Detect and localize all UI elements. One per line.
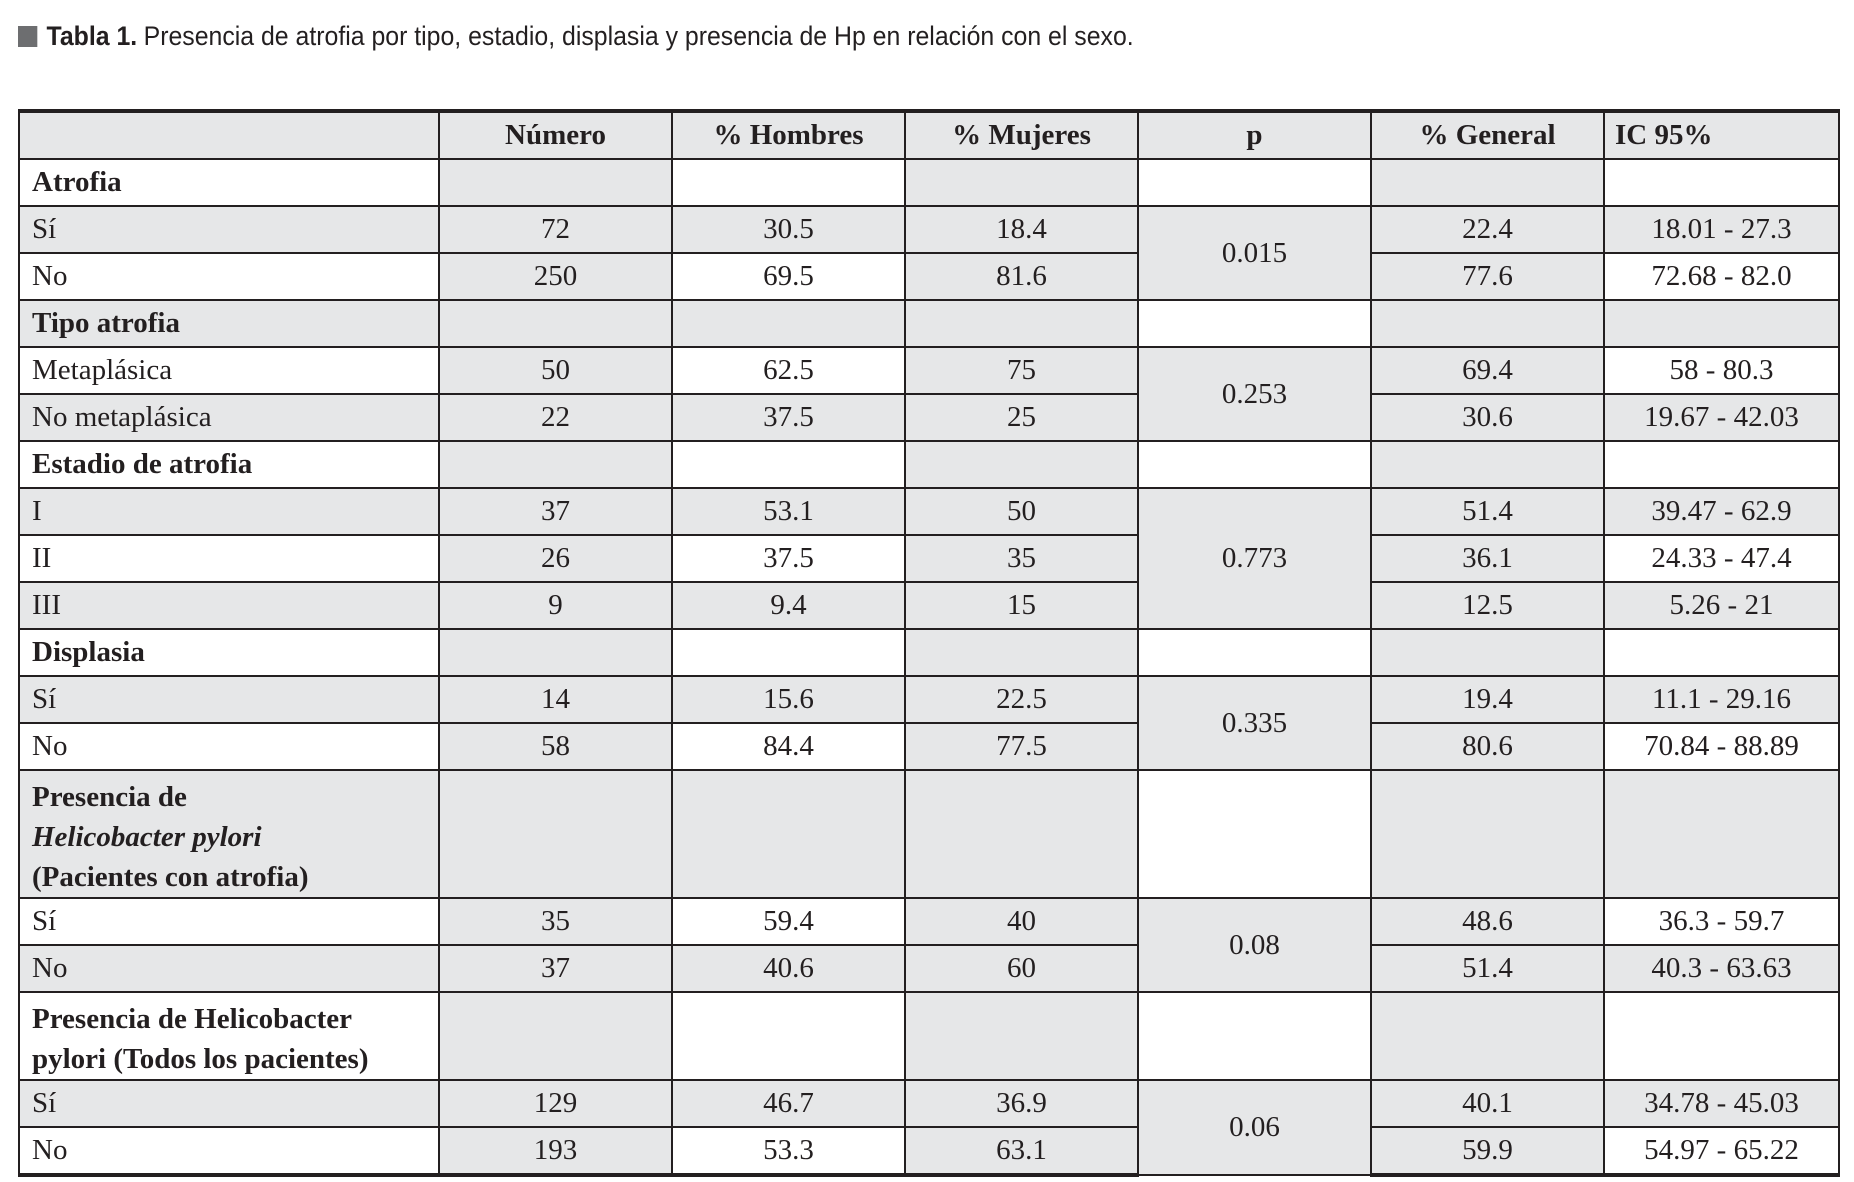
cell-ic: 39.47 - 62.9 bbox=[1604, 488, 1839, 535]
cell-mujeres: 60 bbox=[905, 945, 1138, 992]
cell-mujeres: 15 bbox=[905, 582, 1138, 629]
cell-hombres: 9.4 bbox=[672, 582, 905, 629]
cell-numero: 72 bbox=[439, 206, 672, 253]
table-row bbox=[19, 898, 1839, 945]
section-title: Atrofia bbox=[19, 159, 439, 206]
cell-hombres: 53.1 bbox=[672, 488, 905, 535]
header-row bbox=[19, 111, 1839, 159]
table-row bbox=[19, 488, 1839, 535]
header-hombres: % Hombres bbox=[672, 111, 905, 159]
cell-mujeres: 40 bbox=[905, 898, 1138, 945]
section-title bbox=[19, 770, 439, 898]
cell-mujeres: 36.9 bbox=[905, 1080, 1138, 1127]
cell-ic: 5.26 - 21 bbox=[1604, 582, 1839, 629]
cell-hombres: 30.5 bbox=[672, 206, 905, 253]
table-row bbox=[19, 723, 1839, 770]
cell-numero: 250 bbox=[439, 253, 672, 300]
row-label: Sí bbox=[19, 1080, 439, 1127]
cell-p: 0.253 bbox=[1138, 347, 1371, 441]
cell-numero: 35 bbox=[439, 898, 672, 945]
section-title-line1: Presencia de Helicobacter bbox=[32, 1003, 352, 1035]
caption-text: Presencia de atrofia por tipo, estadio, displasia y presencia de Hp en relación con el sexo. bbox=[143, 20, 1134, 51]
cell-ic: 70.84 - 88.89 bbox=[1604, 723, 1839, 770]
section-title: Estadio de atrofia bbox=[19, 441, 439, 488]
header-general: % General bbox=[1371, 111, 1604, 159]
row-label: No bbox=[19, 253, 439, 300]
row-label: Sí bbox=[19, 206, 439, 253]
header-mujeres: % Mujeres bbox=[905, 111, 1138, 159]
cell-general: 22.4 bbox=[1371, 206, 1604, 253]
table-row bbox=[19, 676, 1839, 723]
section-title bbox=[19, 992, 439, 1080]
cell-numero: 58 bbox=[439, 723, 672, 770]
cell-general: 19.4 bbox=[1371, 676, 1604, 723]
caption-label: Tabla 1. bbox=[46, 20, 138, 51]
cell-ic: 11.1 - 29.16 bbox=[1604, 676, 1839, 723]
cell-p: 0.06 bbox=[1138, 1080, 1371, 1175]
section-title: Displasia bbox=[19, 629, 439, 676]
section-title-line1: Presencia de bbox=[32, 781, 187, 813]
section-row bbox=[19, 441, 1839, 488]
row-label: I bbox=[19, 488, 439, 535]
table-caption bbox=[18, 16, 1134, 56]
cell-mujeres: 77.5 bbox=[905, 723, 1138, 770]
cell-hombres: 69.5 bbox=[672, 253, 905, 300]
cell-numero: 26 bbox=[439, 535, 672, 582]
cell-ic: 34.78 - 45.03 bbox=[1604, 1080, 1839, 1127]
cell-mujeres: 18.4 bbox=[905, 206, 1138, 253]
table-row bbox=[19, 1080, 1839, 1127]
cell-mujeres: 63.1 bbox=[905, 1127, 1138, 1175]
table-row bbox=[19, 1127, 1839, 1175]
cell-hombres: 40.6 bbox=[672, 945, 905, 992]
cell-hombres: 84.4 bbox=[672, 723, 905, 770]
row-label: III bbox=[19, 582, 439, 629]
cell-hombres: 37.5 bbox=[672, 394, 905, 441]
cell-mujeres: 81.6 bbox=[905, 253, 1138, 300]
cell-p: 0.773 bbox=[1138, 488, 1371, 629]
row-label: No metaplásica bbox=[19, 394, 439, 441]
cell-hombres: 15.6 bbox=[672, 676, 905, 723]
table-row bbox=[19, 582, 1839, 629]
cell-hombres: 53.3 bbox=[672, 1127, 905, 1175]
cell-mujeres: 35 bbox=[905, 535, 1138, 582]
cell-general: 51.4 bbox=[1371, 945, 1604, 992]
cell-hombres: 59.4 bbox=[672, 898, 905, 945]
section-title-line2: pylori (Todos los pacientes) bbox=[32, 1043, 369, 1075]
cell-general: 30.6 bbox=[1371, 394, 1604, 441]
table-row bbox=[19, 206, 1839, 253]
cell-mujeres: 25 bbox=[905, 394, 1138, 441]
table-row bbox=[19, 394, 1839, 441]
section-row bbox=[19, 770, 1839, 898]
cell-general: 51.4 bbox=[1371, 488, 1604, 535]
cell-general: 59.9 bbox=[1371, 1127, 1604, 1175]
cell-numero: 22 bbox=[439, 394, 672, 441]
cell-ic: 24.33 - 47.4 bbox=[1604, 535, 1839, 582]
section-title: Tipo atrofia bbox=[19, 300, 439, 347]
cell-ic: 18.01 - 27.3 bbox=[1604, 206, 1839, 253]
row-label: Metaplásica bbox=[19, 347, 439, 394]
cell-general: 77.6 bbox=[1371, 253, 1604, 300]
cell-numero: 9 bbox=[439, 582, 672, 629]
cell-p: 0.015 bbox=[1138, 206, 1371, 300]
header-numero: Número bbox=[439, 111, 672, 159]
row-label: No bbox=[19, 945, 439, 992]
cell-general: 69.4 bbox=[1371, 347, 1604, 394]
cell-mujeres: 75 bbox=[905, 347, 1138, 394]
table-row bbox=[19, 253, 1839, 300]
cell-general: 36.1 bbox=[1371, 535, 1604, 582]
section-row bbox=[19, 159, 1839, 206]
cell-general: 12.5 bbox=[1371, 582, 1604, 629]
cell-p: 0.335 bbox=[1138, 676, 1371, 770]
header-empty bbox=[19, 111, 439, 159]
header-ic95: IC 95% bbox=[1604, 111, 1839, 159]
section-row bbox=[19, 992, 1839, 1080]
cell-numero: 193 bbox=[439, 1127, 672, 1175]
cell-hombres: 46.7 bbox=[672, 1080, 905, 1127]
cell-ic: 58 - 80.3 bbox=[1604, 347, 1839, 394]
cell-ic: 19.67 - 42.03 bbox=[1604, 394, 1839, 441]
cell-general: 48.6 bbox=[1371, 898, 1604, 945]
cell-numero: 37 bbox=[439, 488, 672, 535]
caption-square-icon bbox=[18, 26, 37, 47]
cell-p: 0.08 bbox=[1138, 898, 1371, 992]
cell-numero: 50 bbox=[439, 347, 672, 394]
table-row bbox=[19, 945, 1839, 992]
row-label: No bbox=[19, 1127, 439, 1175]
cell-numero: 129 bbox=[439, 1080, 672, 1127]
cell-hombres: 37.5 bbox=[672, 535, 905, 582]
section-title-line3: (Pacientes con atrofia) bbox=[32, 861, 309, 893]
cell-numero: 14 bbox=[439, 676, 672, 723]
cell-hombres: 62.5 bbox=[672, 347, 905, 394]
cell-ic: 54.97 - 65.22 bbox=[1604, 1127, 1839, 1175]
cell-ic: 36.3 - 59.7 bbox=[1604, 898, 1839, 945]
row-label: No bbox=[19, 723, 439, 770]
cell-numero: 37 bbox=[439, 945, 672, 992]
cell-ic: 72.68 - 82.0 bbox=[1604, 253, 1839, 300]
row-label: II bbox=[19, 535, 439, 582]
section-row bbox=[19, 300, 1839, 347]
cell-ic: 40.3 - 63.63 bbox=[1604, 945, 1839, 992]
cell-mujeres: 22.5 bbox=[905, 676, 1138, 723]
row-label: Sí bbox=[19, 898, 439, 945]
cell-mujeres: 50 bbox=[905, 488, 1138, 535]
cell-general: 80.6 bbox=[1371, 723, 1604, 770]
table-row bbox=[19, 347, 1839, 394]
section-row bbox=[19, 629, 1839, 676]
header-p: p bbox=[1138, 111, 1371, 159]
table-row bbox=[19, 535, 1839, 582]
row-label: Sí bbox=[19, 676, 439, 723]
results-table bbox=[18, 109, 1840, 1177]
section-title-line2: Helicobacter pylori bbox=[32, 821, 262, 853]
cell-general: 40.1 bbox=[1371, 1080, 1604, 1127]
